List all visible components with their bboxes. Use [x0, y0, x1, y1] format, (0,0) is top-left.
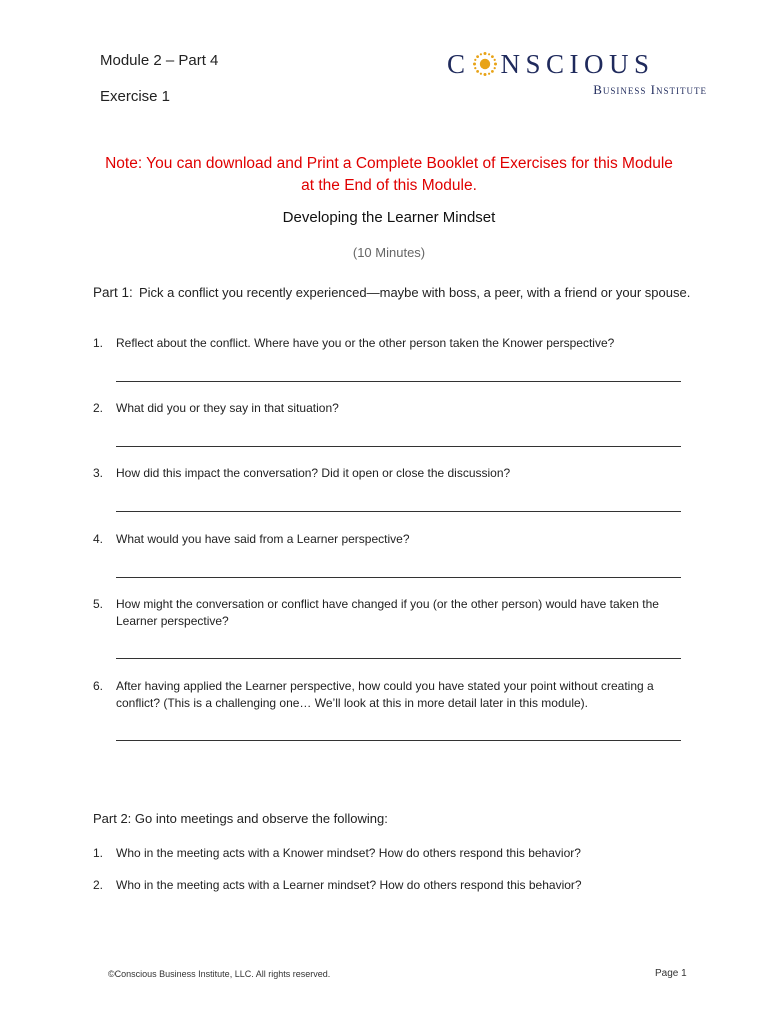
part1-question	[93, 400, 693, 417]
question-text: What would you have said from a Learner perspective?	[116, 532, 410, 546]
answer-line[interactable]	[116, 658, 681, 659]
part1-question	[93, 678, 693, 712]
part2-question	[93, 877, 693, 894]
question-number: 1.	[93, 846, 104, 860]
exercise-title: Developing the Learner Mindset	[282, 209, 496, 226]
part2-intro	[93, 810, 388, 827]
page-number: Page 1	[655, 968, 687, 979]
answer-line[interactable]	[116, 577, 681, 578]
part2-question	[93, 845, 693, 862]
conscious-logo	[447, 48, 709, 100]
question-text: Who in the meeting acts with a Knower mindset? How do others respond this behavior?	[116, 846, 581, 860]
question-text: How did this impact the conversation? Did it open or close the discussion?	[116, 466, 511, 480]
part1-label: Part 1:	[93, 285, 133, 300]
exercise-label: Exercise 1	[100, 88, 171, 105]
question-number: 3.	[93, 466, 104, 480]
note-line-2: at the End of this Module.	[301, 177, 477, 194]
part1-question	[93, 335, 693, 352]
note-line-1: Note: You can download and Print a Complete Booklet of Exercises for this Module	[105, 155, 673, 172]
question-number: 1.	[93, 336, 104, 350]
question-number: 2.	[93, 401, 104, 415]
question-text: Who in the meeting acts with a Learner mindset? How do others respond this behavior?	[116, 878, 582, 892]
part2-text: Go into meetings and observe the following:	[134, 811, 388, 826]
answer-line[interactable]	[116, 381, 681, 382]
logo-wordmark	[447, 48, 655, 80]
question-text: What did you or they say in that situation?	[116, 401, 339, 415]
download-note	[60, 153, 718, 197]
header-info	[100, 50, 218, 122]
question-text: After having applied the Learner perspective, how could you have stated your point without creating a conflict? (This is a challenging one… We’ll look at this in more detail later in this module).	[116, 679, 654, 710]
question-number: 4.	[93, 532, 104, 546]
question-number: 6.	[93, 679, 104, 693]
question-number: 5.	[93, 597, 104, 611]
copyright-footer: ©Conscious Business Institute, LLC. All rights reserved.	[108, 969, 331, 979]
logo-letters-rest: NSCIOUS	[500, 49, 655, 79]
part1-text: Pick a conflict you recently experienced—maybe with boss, a peer, with a friend or your spouse.	[139, 285, 691, 300]
answer-line[interactable]	[116, 511, 681, 512]
answer-line[interactable]	[116, 446, 681, 447]
module-label: Module 2 – Part 4	[100, 52, 219, 69]
exercise-duration: (10 Minutes)	[352, 245, 426, 260]
answer-line[interactable]	[116, 740, 681, 741]
sun-icon	[472, 51, 498, 77]
logo-letter-c: C	[447, 49, 471, 79]
part2-label: Part 2:	[93, 811, 132, 826]
logo-subtitle: Business Institute	[593, 82, 707, 97]
part1-question	[93, 465, 693, 482]
question-text: How might the conversation or conflict have changed if you (or the other person) would have taken the Learner perspective?	[116, 597, 659, 628]
part1-question	[93, 596, 693, 630]
part1-question	[93, 531, 693, 548]
part1-intro	[93, 284, 693, 301]
question-number: 2.	[93, 878, 104, 892]
question-text: Reflect about the conflict. Where have you or the other person taken the Knower perspective?	[116, 336, 615, 350]
